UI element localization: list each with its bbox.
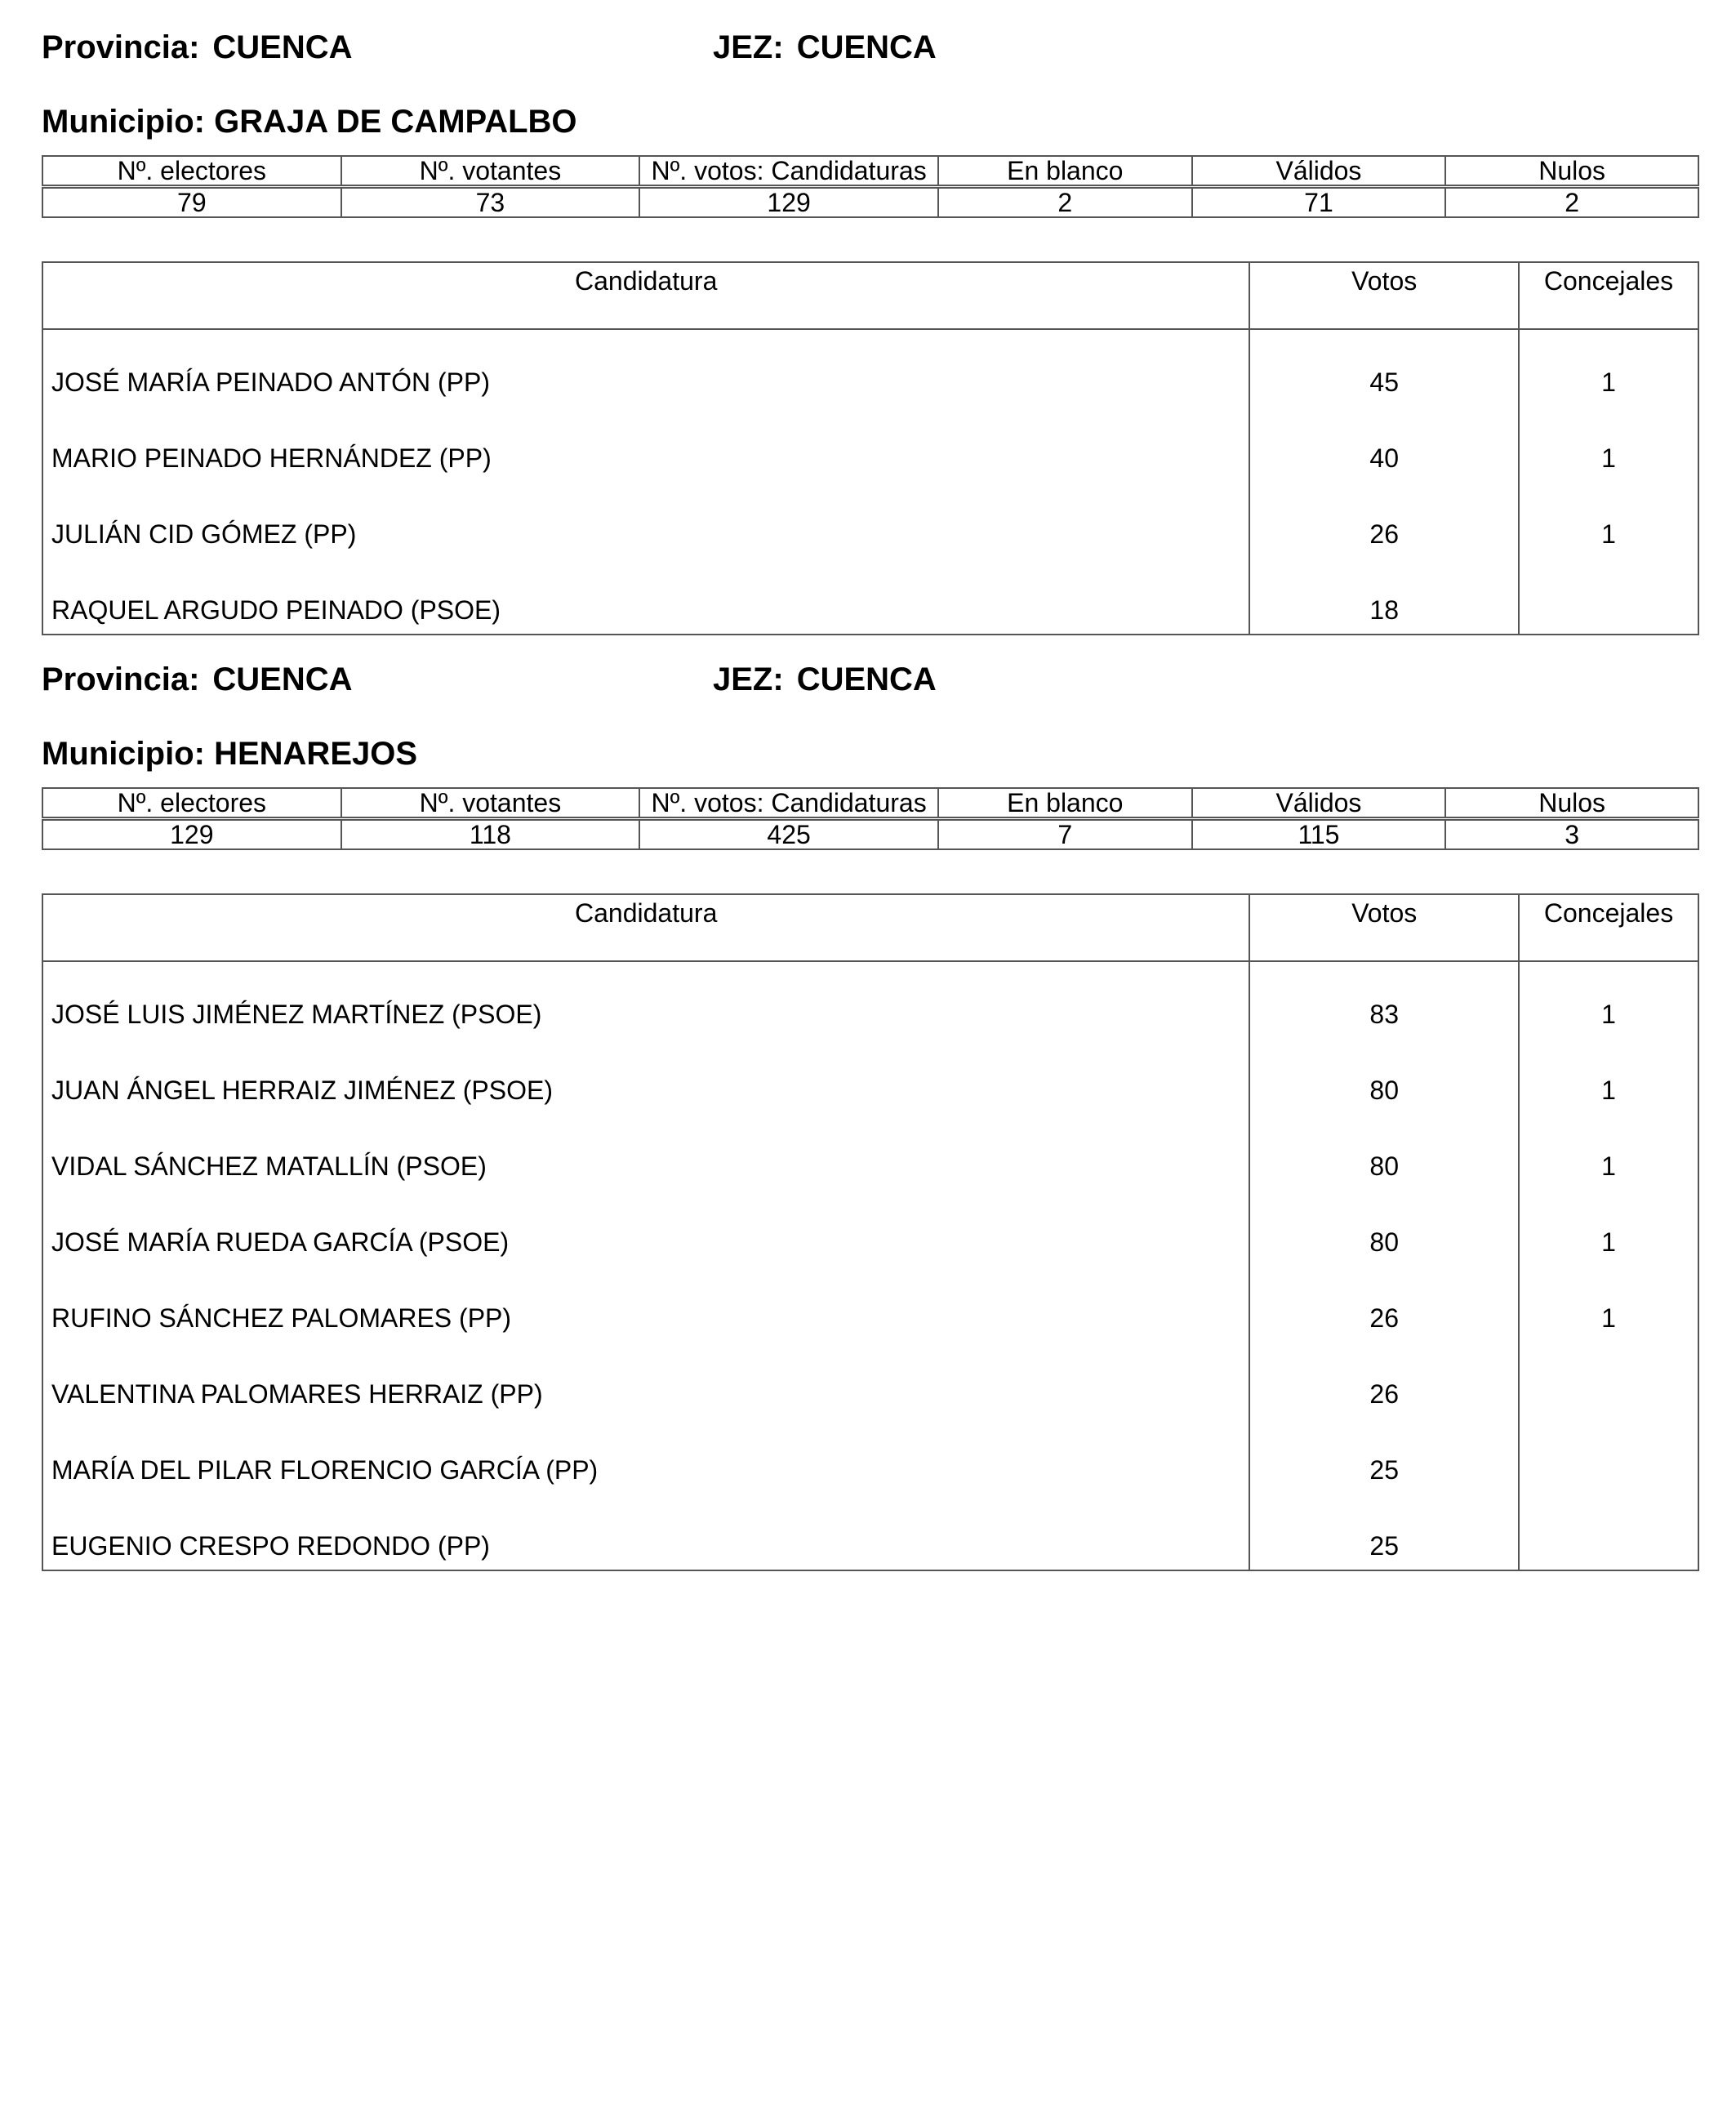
stats-header-en-blanco: En blanco [938,788,1192,819]
candidate-concejales [1519,1342,1698,1418]
table-row [42,1266,1698,1342]
municipio-value: GRAJA DE CAMPALBO [214,104,577,140]
candidate-votos: 26 [1249,1342,1519,1418]
jez-label: JEZ: [713,29,784,65]
candidate-concejales [1519,558,1698,635]
candidate-concejales: 1 [1519,961,1698,1038]
jez-label: JEZ: [713,661,784,697]
header-candidatura: Candidatura [42,262,1249,329]
candidate-concejales: 1 [1519,1038,1698,1114]
candidate-concejales: 1 [1519,1190,1698,1266]
stats-header-votantes: Nº. votantes [341,156,640,187]
candidate-concejales: 1 [1519,1266,1698,1342]
candidate-votos: 80 [1249,1114,1519,1190]
provincia-label: Provincia: [42,29,200,65]
stats-header-votantes: Nº. votantes [341,788,640,819]
candidates-header-row [42,262,1698,329]
candidate-name: MARÍA DEL PILAR FLORENCIO GARCÍA (PP) [42,1418,1249,1494]
candidate-name: JULIÁN CID GÓMEZ (PP) [42,482,1249,558]
provincia-header [42,29,353,66]
stats-table [42,787,1699,850]
stats-value-votantes: 73 [341,187,640,218]
stats-value-validos: 115 [1192,819,1446,850]
stats-header-nulos: Nulos [1445,156,1698,187]
stats-header-electores: Nº. electores [42,788,341,819]
jez-value: CUENCA [796,29,937,65]
header-concejales: Concejales [1519,894,1698,961]
candidate-name: VIDAL SÁNCHEZ MATALLÍN (PSOE) [42,1114,1249,1190]
stats-value-nulos: 2 [1445,187,1698,218]
candidate-name: EUGENIO CRESPO REDONDO (PP) [42,1494,1249,1570]
stats-value-en-blanco: 7 [938,819,1192,850]
municipio-label: Municipio: [42,736,205,772]
stats-header-validos: Válidos [1192,788,1446,819]
stats-header-electores: Nº. electores [42,156,341,187]
candidate-votos: 25 [1249,1418,1519,1494]
candidate-concejales: 1 [1519,1114,1698,1190]
candidate-name: VALENTINA PALOMARES HERRAIZ (PP) [42,1342,1249,1418]
table-row [42,1114,1698,1190]
candidates-table [42,893,1699,1571]
table-row [42,329,1698,406]
header-concejales: Concejales [1519,262,1698,329]
stats-values-row [42,819,1698,850]
stats-table [42,155,1699,218]
candidate-name: JUAN ÁNGEL HERRAIZ JIMÉNEZ (PSOE) [42,1038,1249,1114]
candidate-votos: 26 [1249,482,1519,558]
jez-header [713,29,937,66]
table-row [42,1418,1698,1494]
stats-value-votos-candidaturas: 129 [639,187,938,218]
header-candidatura: Candidatura [42,894,1249,961]
table-row [42,961,1698,1038]
table-row [42,558,1698,635]
jez-value: CUENCA [796,661,937,697]
stats-header-validos: Válidos [1192,156,1446,187]
candidate-name: RUFINO SÁNCHEZ PALOMARES (PP) [42,1266,1249,1342]
candidate-concejales: 1 [1519,406,1698,482]
table-row [42,1494,1698,1570]
municipio-header [42,103,577,140]
candidate-votos: 80 [1249,1038,1519,1114]
candidate-name: JOSÉ LUIS JIMÉNEZ MARTÍNEZ (PSOE) [42,961,1249,1038]
municipio-header [42,735,417,773]
provincia-value: CUENCA [212,29,353,65]
candidate-concejales: 1 [1519,482,1698,558]
provincia-value: CUENCA [212,661,353,697]
table-row [42,406,1698,482]
stats-value-validos: 71 [1192,187,1446,218]
stats-value-electores: 129 [42,819,341,850]
stats-header-en-blanco: En blanco [938,156,1192,187]
municipio-section-2 [42,657,1699,1561]
stats-value-electores: 79 [42,187,341,218]
table-row [42,1038,1698,1114]
stats-header-votos-candidaturas: Nº. votos: Candidaturas [639,788,938,819]
stats-value-votantes: 118 [341,819,640,850]
candidate-votos: 18 [1249,558,1519,635]
candidates-table [42,261,1699,635]
candidate-name: JOSÉ MARÍA RUEDA GARCÍA (PSOE) [42,1190,1249,1266]
candidate-votos: 25 [1249,1494,1519,1570]
jez-header [713,661,937,698]
stats-values-row [42,187,1698,218]
candidate-name: JOSÉ MARÍA PEINADO ANTÓN (PP) [42,329,1249,406]
candidate-concejales [1519,1494,1698,1570]
stats-header-row [42,156,1698,187]
candidates-header-row [42,894,1698,961]
candidate-votos: 45 [1249,329,1519,406]
header-votos: Votos [1249,894,1519,961]
stats-header-nulos: Nulos [1445,788,1698,819]
municipio-value: HENAREJOS [214,736,418,772]
candidate-name: MARIO PEINADO HERNÁNDEZ (PP) [42,406,1249,482]
stats-header-row [42,788,1698,819]
candidate-votos: 83 [1249,961,1519,1038]
municipio-section-1 [42,24,1699,625]
provincia-header [42,661,353,698]
candidate-votos: 40 [1249,406,1519,482]
table-row [42,482,1698,558]
municipio-label: Municipio: [42,104,205,140]
header-votos: Votos [1249,262,1519,329]
candidate-concejales: 1 [1519,329,1698,406]
provincia-label: Provincia: [42,661,200,697]
stats-value-votos-candidaturas: 425 [639,819,938,850]
table-row [42,1342,1698,1418]
table-row [42,1190,1698,1266]
candidate-votos: 80 [1249,1190,1519,1266]
candidate-name: RAQUEL ARGUDO PEINADO (PSOE) [42,558,1249,635]
candidate-votos: 26 [1249,1266,1519,1342]
stats-header-votos-candidaturas: Nº. votos: Candidaturas [639,156,938,187]
stats-value-en-blanco: 2 [938,187,1192,218]
stats-value-nulos: 3 [1445,819,1698,850]
candidate-concejales [1519,1418,1698,1494]
